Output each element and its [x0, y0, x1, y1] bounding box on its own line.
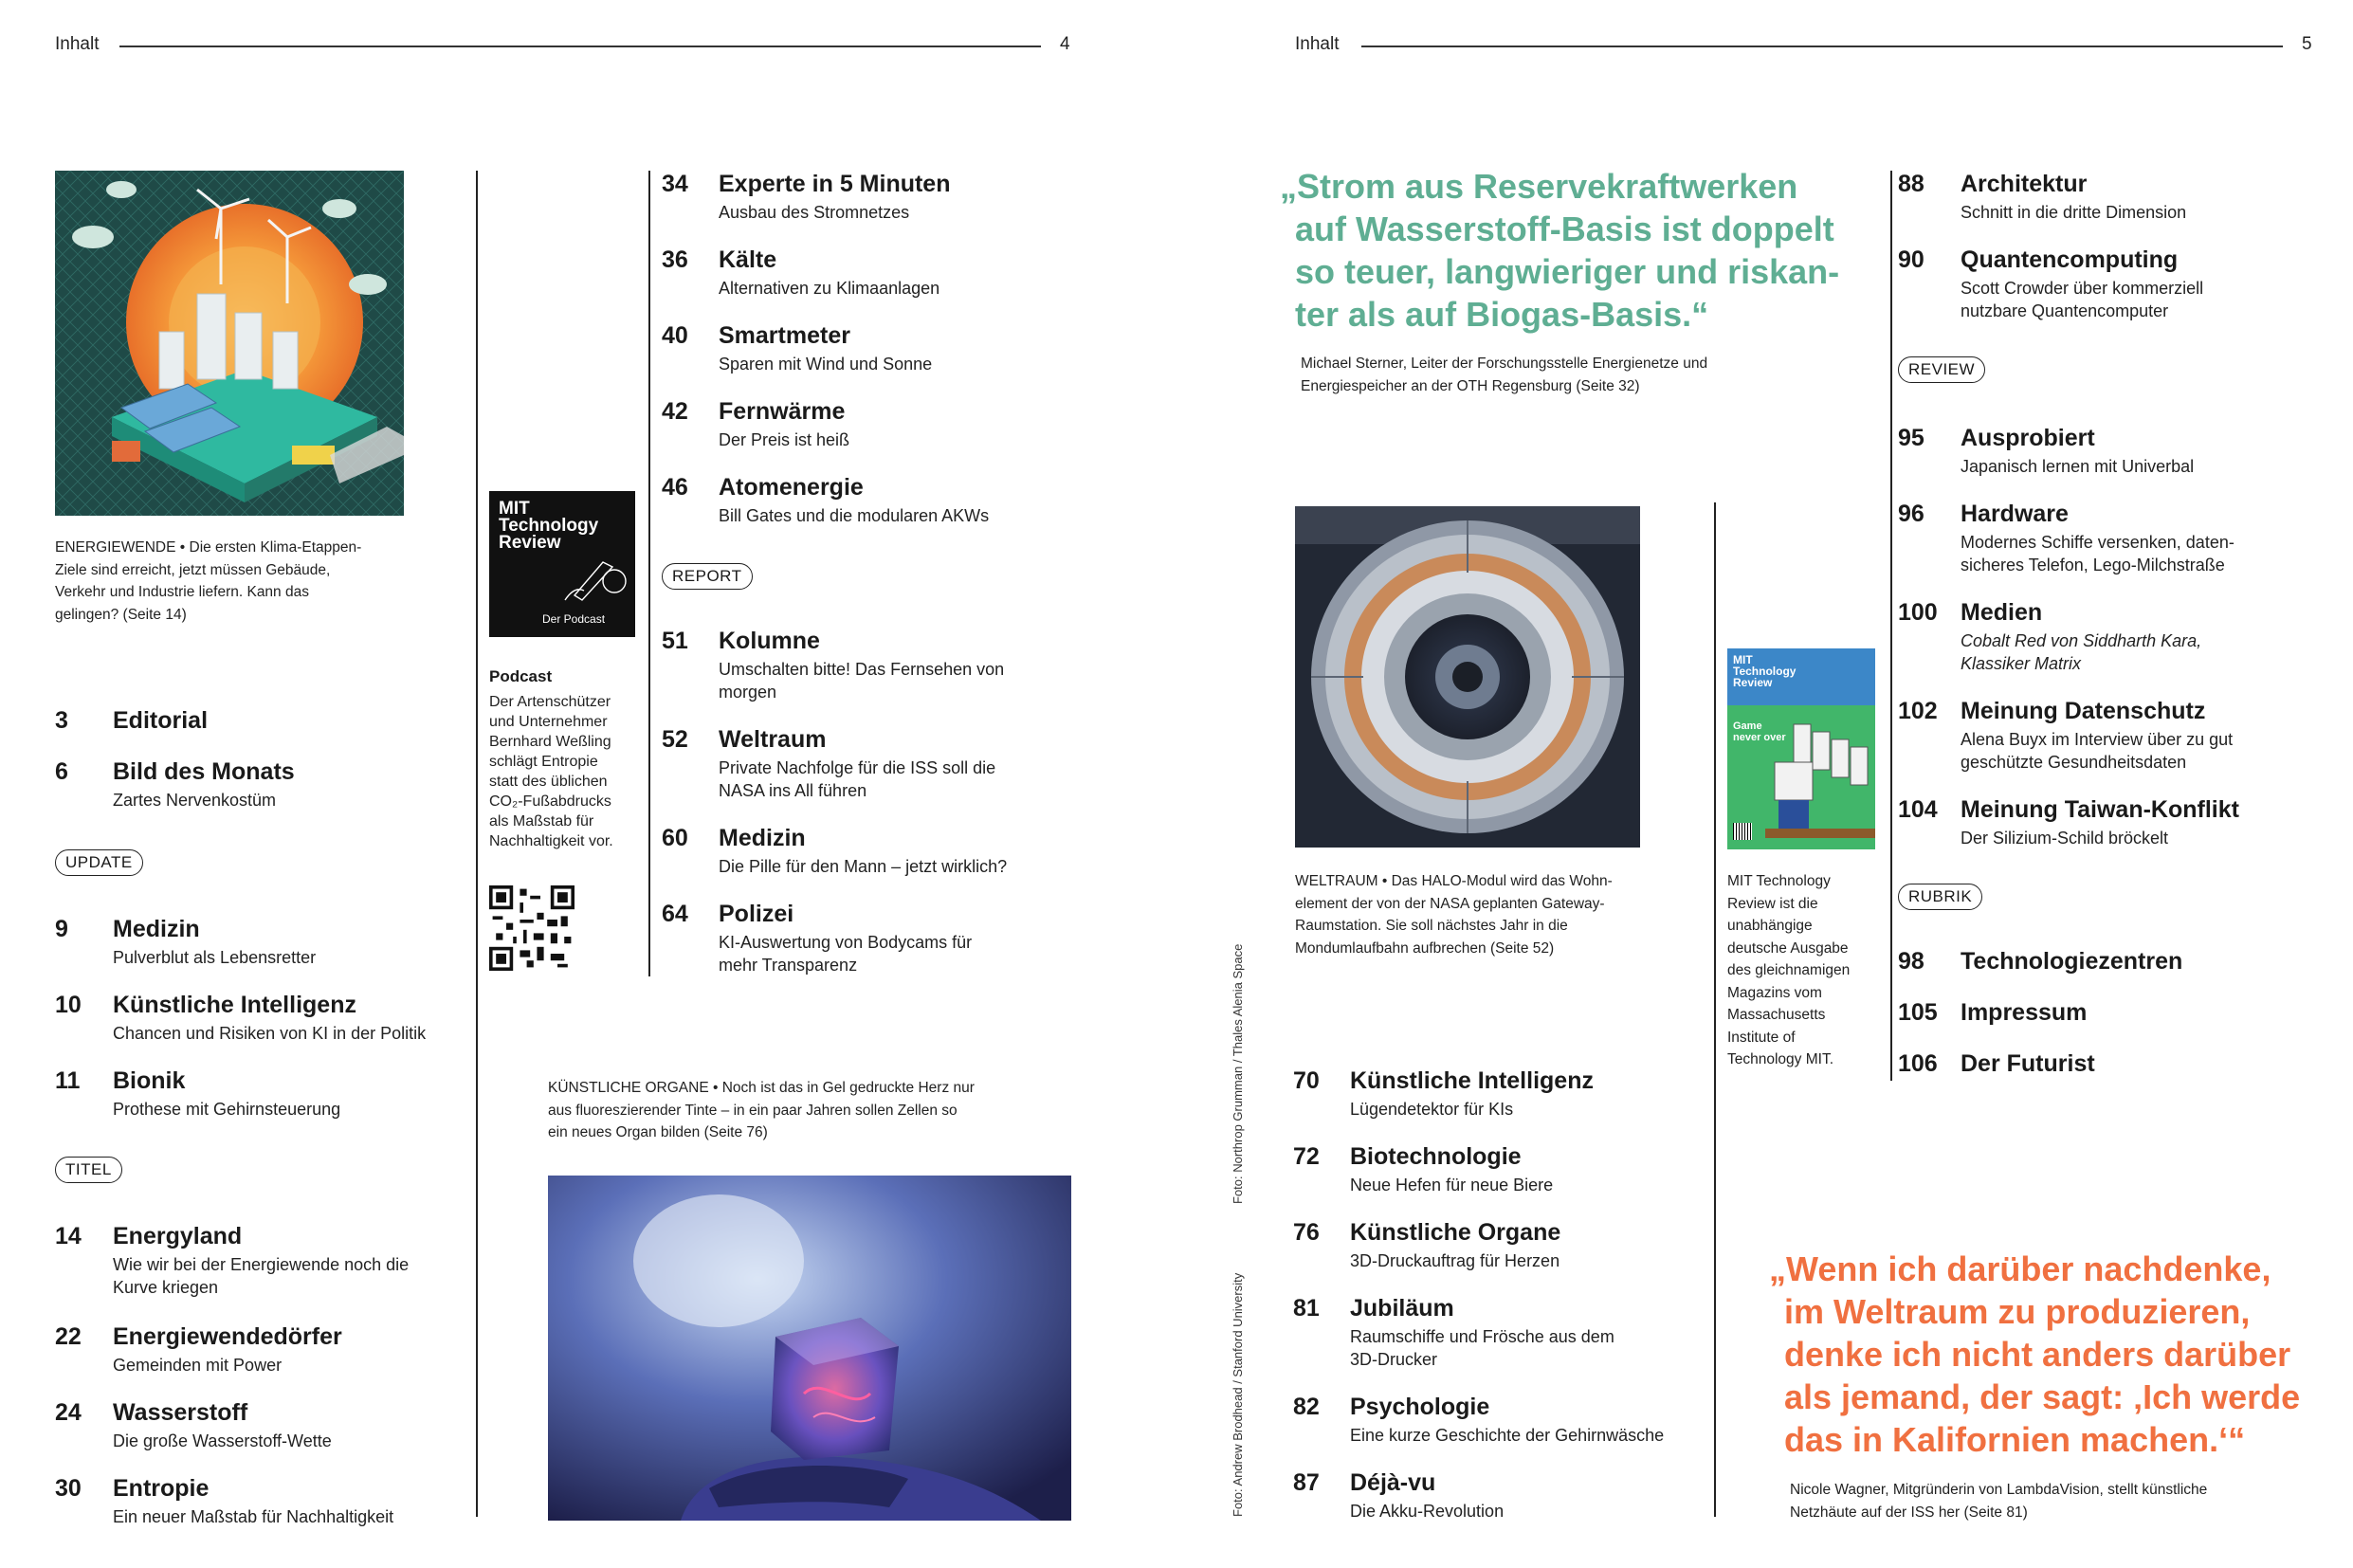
toc-title: Energyland — [113, 1223, 243, 1249]
photo-credit: Foto: Northrop Grumman / Thales Alenia Space — [1231, 943, 1245, 1204]
toc-subtitle: Alena Buyx im Interview über zu gut geschützte Gesundheitsdaten — [1961, 730, 2234, 772]
column-divider — [476, 171, 478, 1517]
toc-title: Experte in 5 Minuten — [719, 171, 951, 197]
toc-page-number: 70 — [1293, 1067, 1320, 1094]
podcast-cover-title: Technology — [499, 516, 599, 536]
page-number-left: 4 — [1060, 34, 1070, 54]
page-number-right: 5 — [2302, 34, 2312, 54]
organe-photo — [548, 1176, 1071, 1521]
toc-title: Medizin — [719, 825, 806, 851]
toc-page-number: 22 — [55, 1323, 82, 1350]
podcast-cover[interactable] — [489, 491, 635, 637]
toc-subtitle: Cobalt Red von Siddharth Kara, Klassiker Matrix — [1961, 631, 2202, 673]
toc-subtitle: 3D-Druckauftrag für Herzen — [1350, 1251, 1560, 1270]
toc-title: Entropie — [113, 1475, 210, 1502]
weltraum-caption: WELTRAUM • Das HALO-Modul wird das Wohn- element der von der NASA geplanten Gateway- Raumstation. Sie soll nächstes Jahr in die Mondumlaufbahn aufbrechen (Seite 52) — [1295, 873, 1613, 957]
toc-subtitle: Die Pille für den Mann – jetzt wirklich? — [719, 857, 1008, 876]
toc-title: Fernwärme — [719, 398, 846, 425]
toc-page-number: 51 — [662, 628, 688, 654]
toc-subtitle: Lügendetektor für KIs — [1350, 1100, 1514, 1119]
toc-page-number: 105 — [1898, 999, 1938, 1026]
toc-subtitle: KI-Auswertung von Bodycams für mehr Transparenz — [719, 933, 973, 975]
toc-subtitle: Zartes Nervenkostüm — [113, 791, 277, 810]
toc-subtitle: Gemeinden mit Power — [113, 1356, 283, 1375]
toc-page-number: 76 — [1293, 1219, 1320, 1246]
cover-headline: Game — [1733, 720, 1762, 732]
toc-title: Hardware — [1961, 501, 2069, 527]
header-rule-right — [1361, 46, 2283, 47]
toc-page-number: 60 — [662, 825, 688, 851]
toc-subtitle: Die Akku-Revolution — [1350, 1502, 1505, 1521]
toc-title: Der Futurist — [1961, 1050, 2095, 1077]
podcast-cover-title: Review — [499, 533, 561, 553]
mit-magazine-cover[interactable] — [1727, 648, 1875, 849]
header-label-right: Inhalt — [1295, 34, 1340, 54]
toc-title: Quantencomputing — [1961, 246, 2179, 273]
toc-page-number: 11 — [55, 1067, 81, 1094]
toc-title: Architektur — [1961, 171, 2088, 197]
energiewende-illustration — [55, 171, 404, 516]
qr-code[interactable] — [489, 885, 575, 971]
toc-subtitle: Modernes Schiffe versenken, daten-sicheres Telefon, Lego-Milchstraße — [1961, 533, 2234, 574]
organe-caption: KÜNSTLICHE ORGANE • Noch ist das in Gel gedruckte Herz nur aus fluoreszierender Tinte – in ein paar Jahren sollen Zellen so ein neues Organ bilden (Seite 76) — [548, 1080, 975, 1140]
toc-page-number: 34 — [662, 171, 688, 197]
toc-subtitle: Bill Gates und die modularen AKWs — [719, 506, 990, 525]
toc-page-number: 9 — [55, 916, 68, 942]
section-label-update: UPDATE — [55, 849, 143, 876]
toc-subtitle: Ein neuer Maßstab für Nachhaltigkeit — [113, 1507, 394, 1526]
toc-page-number: 87 — [1293, 1469, 1320, 1496]
toc-title: Editorial — [113, 707, 209, 734]
toc-title: Jubiläum — [1350, 1295, 1454, 1322]
podcast-description: Der Artenschützer und Unternehmer Bernhard Weßling schlägt Entropie statt des üblichen CO₂-Fußabdrucks als Maßstab für Nachhaltigkeit vor. — [489, 694, 613, 849]
toc-page-number: 40 — [662, 322, 688, 349]
toc-subtitle: Ausbau des Stromnetzes — [719, 203, 910, 222]
rocket-icon — [556, 543, 631, 610]
toc-title: Medizin — [113, 916, 200, 942]
toc-page-number: 24 — [55, 1399, 82, 1426]
toc-subtitle: Scott Crowder über kommerziell nutzbare Quantencomputer — [1961, 279, 2204, 320]
cover-illustration — [1765, 705, 1875, 838]
toc-title: Medien — [1961, 599, 2043, 626]
toc-subtitle: Private Nachfolge für die ISS soll die NASA ins All führen — [719, 758, 996, 800]
toc-page-number: 88 — [1898, 171, 1924, 197]
column-divider — [1714, 502, 1716, 1517]
toc-page-number: 52 — [662, 726, 688, 753]
toc-page-number: 102 — [1898, 698, 1938, 724]
photo-credit: Foto: Andrew Brodhead / Stanford University — [1231, 1272, 1245, 1517]
toc-title: Meinung Taiwan-Konflikt — [1961, 796, 2239, 823]
toc-page-number: 98 — [1898, 948, 1924, 975]
header-rule-left — [119, 46, 1041, 47]
toc-page-number: 42 — [662, 398, 688, 425]
toc-title: Künstliche Intelligenz — [113, 992, 356, 1018]
quote-attribution: Michael Sterner, Leiter der Forschungsstelle Energienetze und Energiespeicher an der OTH Regensburg (Seite 32) — [1301, 356, 1708, 394]
toc-title: Künstliche Intelligenz — [1350, 1067, 1594, 1094]
toc-subtitle: Sparen mit Wind und Sonne — [719, 355, 933, 374]
energiewende-caption: ENERGIEWENDE • Die ersten Klima-Etappen- Ziele sind erreicht, jetzt müssen Gebäude, Verkehr und Industrie liefern. Kann das gelingen? (Seite 14) — [55, 539, 362, 623]
toc-page-number: 106 — [1898, 1050, 1938, 1077]
toc-subtitle: Pulverblut als Lebensretter — [113, 948, 317, 967]
toc-subtitle: Wie wir bei der Energiewende noch die Kurve kriegen — [113, 1255, 410, 1297]
toc-subtitle: Raumschiffe und Frösche aus dem 3D-Drucker — [1350, 1327, 1614, 1369]
toc-page-number: 46 — [662, 474, 688, 501]
cover-headline: never over — [1733, 732, 1786, 743]
mit-caption: MIT Technology Review ist die unabhängige deutsche Ausgabe des gleichnamigen Magazins vom Massachusetts Institute of Technology MIT. — [1727, 873, 1851, 1067]
toc-page-number: 95 — [1898, 425, 1924, 451]
toc-subtitle: Schnitt in die dritte Dimension — [1961, 203, 2187, 222]
toc-subtitle: Die große Wasserstoff-Wette — [113, 1431, 332, 1450]
toc-page-number: 104 — [1898, 796, 1938, 823]
toc-title: Biotechnologie — [1350, 1143, 1522, 1170]
toc-subtitle: Alternativen zu Klimaanlagen — [719, 279, 940, 298]
toc-title: Déjà-vu — [1350, 1469, 1436, 1496]
toc-page-number: 6 — [55, 758, 68, 785]
toc-title: Technologiezentren — [1961, 948, 2183, 975]
toc-title: Smartmeter — [719, 322, 850, 349]
toc-title: Bild des Monats — [113, 758, 295, 785]
toc-page-number: 10 — [55, 992, 82, 1018]
toc-title: Polizei — [719, 901, 794, 927]
section-label-review: REVIEW — [1898, 356, 1985, 383]
toc-title: Wasserstoff — [113, 1399, 248, 1426]
column-divider — [648, 171, 650, 976]
toc-page-number: 72 — [1293, 1143, 1320, 1170]
podcast-cover-subtitle: Der Podcast — [542, 612, 606, 626]
podcast-cover-title: MIT — [499, 499, 530, 519]
toc-title: Künstliche Organe — [1350, 1219, 1561, 1246]
section-label-rubrik: RUBRIK — [1898, 884, 1982, 910]
toc-subtitle: Neue Hefen für neue Biere — [1350, 1176, 1554, 1194]
podcast-heading: Podcast — [489, 667, 553, 685]
toc-title: Impressum — [1961, 999, 2088, 1026]
toc-page-number: 36 — [662, 246, 688, 273]
toc-title: Bionik — [113, 1067, 186, 1094]
toc-subtitle: Japanisch lernen mit Univerbal — [1961, 457, 2195, 476]
halo-module-photo — [1295, 506, 1640, 848]
toc-subtitle: Chancen und Risiken von KI in der Politik — [113, 1024, 427, 1043]
toc-page-number: 100 — [1898, 599, 1938, 626]
cover-title: Technology — [1733, 665, 1797, 678]
toc-subtitle: Umschalten bitte! Das Fernsehen von morgen — [719, 660, 1005, 702]
section-label-titel: TITEL — [55, 1157, 122, 1183]
toc-page-number: 81 — [1293, 1295, 1320, 1322]
toc-title: Ausprobiert — [1961, 425, 2095, 451]
section-label-report: REPORT — [662, 563, 753, 590]
toc-title: Kolumne — [719, 628, 820, 654]
toc-title: Atomenergie — [719, 474, 864, 501]
toc-page-number: 82 — [1293, 1394, 1320, 1420]
quote-attribution: Nicole Wagner, Mitgründerin von LambdaVision, stellt künstliche Netzhäute auf der ISS her (Seite 81) — [1790, 1482, 2208, 1521]
toc-title: Energiewendedörfer — [113, 1323, 342, 1350]
pull-quote-orange: „Wenn ich darüber nachdenke, im Weltraum zu produzieren, denke ich nicht anders darüber als jemand, der sagt: ‚Ich werde das in Kalifornien machen.‘“ — [1769, 1249, 2301, 1459]
toc-page-number: 96 — [1898, 501, 1924, 527]
pull-quote-green: „Strom aus Reservekraftwerken auf Wasserstoff-Basis ist doppelt so teuer, langwieriger und riskan- ter als auf Biogas-Basis.“ — [1280, 167, 1840, 334]
toc-title: Kälte — [719, 246, 777, 273]
toc-page-number: 14 — [55, 1223, 82, 1249]
toc-page-number: 90 — [1898, 246, 1924, 273]
toc-title: Weltraum — [719, 726, 827, 753]
toc-title: Psychologie — [1350, 1394, 1490, 1420]
toc-title: Meinung Datenschutz — [1961, 698, 2206, 724]
toc-subtitle: Prothese mit Gehirnsteuerung — [113, 1100, 341, 1119]
toc-page-number: 3 — [55, 707, 68, 734]
cover-title: Review — [1733, 676, 1773, 689]
toc-page-number: 30 — [55, 1475, 82, 1502]
cover-title: MIT — [1733, 653, 1753, 666]
toc-subtitle: Der Preis ist heiß — [719, 430, 850, 449]
toc-subtitle: Der Silizium-Schild bröckelt — [1961, 829, 2169, 848]
header-label-left: Inhalt — [55, 34, 100, 54]
toc-subtitle: Eine kurze Geschichte der Gehirnwäsche — [1350, 1426, 1665, 1445]
toc-page-number: 64 — [662, 901, 688, 927]
